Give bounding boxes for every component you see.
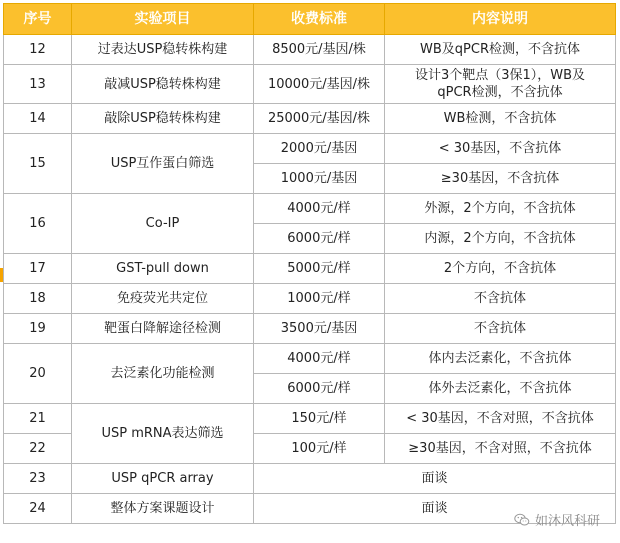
row-price: 5000元/样 — [254, 254, 385, 284]
row-price: 1000元/样 — [254, 284, 385, 314]
row-price: 4000元/样 — [254, 194, 385, 224]
row-description-line: qPCR检测，不含抗体 — [437, 85, 563, 100]
row-description: < 30基因，不含对照，不含抗体 — [385, 404, 616, 434]
row-project: 去泛素化功能检测 — [72, 344, 254, 404]
header-no: 序号 — [4, 4, 72, 35]
header-project: 实验项目 — [72, 4, 254, 35]
row-no: 16 — [4, 194, 72, 254]
row-description: WB检测，不含抗体 — [385, 104, 616, 134]
row-price: 4000元/样 — [254, 344, 385, 374]
row-price: 150元/样 — [254, 404, 385, 434]
row-description: 体内去泛素化，不含抗体 — [385, 344, 616, 374]
table-row — [4, 254, 616, 284]
row-project: 靶蛋白降解途径检测 — [72, 314, 254, 344]
row-price: 2000元/基因 — [254, 134, 385, 164]
table-row — [4, 194, 616, 224]
row-no: 22 — [4, 434, 72, 464]
table-row — [4, 314, 616, 344]
row-project: 敲除USP稳转株构建 — [72, 104, 254, 134]
row-price-description: 面谈 — [254, 494, 616, 524]
table-row — [4, 134, 616, 164]
row-no: 23 — [4, 464, 72, 494]
row-price: 6000元/样 — [254, 374, 385, 404]
row-no: 21 — [4, 404, 72, 434]
watermark — [514, 510, 600, 529]
row-description-line: 设计3个靶点（3保1），WB及 — [414, 68, 586, 83]
header-price: 收费标准 — [254, 4, 385, 35]
row-description: 不含抗体 — [385, 284, 616, 314]
row-project: USP mRNA表达筛选 — [72, 404, 254, 464]
table-row — [4, 65, 616, 104]
row-no: 24 — [4, 494, 72, 524]
wechat-icon — [514, 513, 530, 527]
row-project: Co-IP — [72, 194, 254, 254]
row-price: 25000元/基因/株 — [254, 104, 385, 134]
row-description: 外源，2个方向，不含抗体 — [385, 194, 616, 224]
table-row — [4, 464, 616, 494]
table-header-row — [4, 4, 616, 35]
row-no: 19 — [4, 314, 72, 344]
row-no: 18 — [4, 284, 72, 314]
service-price-table — [3, 3, 616, 524]
row-no: 14 — [4, 104, 72, 134]
row-description: WB及qPCR检测，不含抗体 — [385, 35, 616, 65]
row-price: 6000元/样 — [254, 224, 385, 254]
row-price: 1000元/基因 — [254, 164, 385, 194]
row-price: 100元/样 — [254, 434, 385, 464]
row-project: 敲减USP稳转株构建 — [72, 65, 254, 104]
row-description: 体外去泛素化，不含抗体 — [385, 374, 616, 404]
row-description: 2个方向，不含抗体 — [385, 254, 616, 284]
table-row — [4, 404, 616, 434]
row-project: USP qPCR array — [72, 464, 254, 494]
row-project: 免疫荧光共定位 — [72, 284, 254, 314]
row-no: 12 — [4, 35, 72, 65]
row-no: 15 — [4, 134, 72, 194]
row-project: USP互作蛋白筛选 — [72, 134, 254, 194]
row-price-description: 面谈 — [254, 464, 616, 494]
row-project: 整体方案课题设计 — [72, 494, 254, 524]
row-description — [385, 65, 616, 104]
row-description: ≥30基因，不含对照，不含抗体 — [385, 434, 616, 464]
row-no: 17 — [4, 254, 72, 284]
row-price: 3500元/基因 — [254, 314, 385, 344]
row-description: 不含抗体 — [385, 314, 616, 344]
row-project: GST-pull down — [72, 254, 254, 284]
table-row — [4, 35, 616, 65]
watermark-text: 如沐风科研 — [534, 514, 600, 529]
row-price: 10000元/基因/株 — [254, 65, 385, 104]
table-row — [4, 284, 616, 314]
row-no: 20 — [4, 344, 72, 404]
row-description: 内源，2个方向，不含抗体 — [385, 224, 616, 254]
row-description: ≥30基因，不含抗体 — [385, 164, 616, 194]
row-price: 8500元/基因/株 — [254, 35, 385, 65]
table-row — [4, 344, 616, 374]
table-row — [4, 104, 616, 134]
row-description: < 30基因，不含抗体 — [385, 134, 616, 164]
row-project: 过表达USP稳转株构建 — [72, 35, 254, 65]
header-description: 内容说明 — [385, 4, 616, 35]
row-no: 13 — [4, 65, 72, 104]
